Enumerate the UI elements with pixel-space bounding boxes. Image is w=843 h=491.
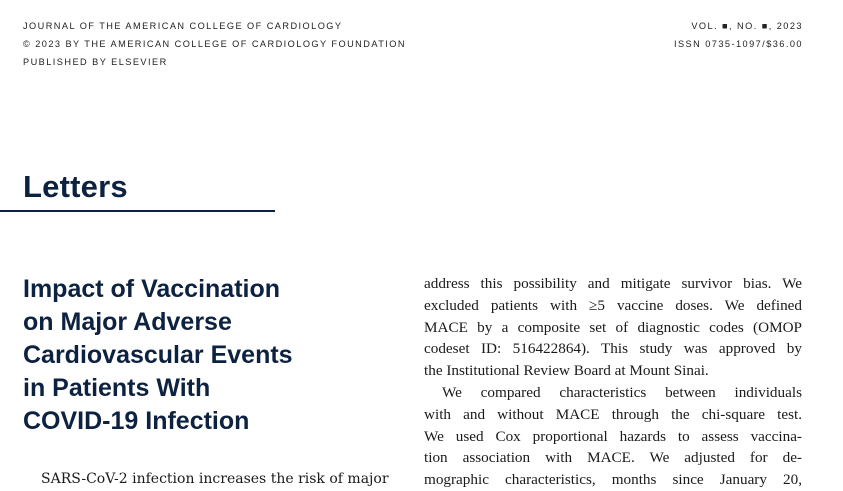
- article-title-line: COVID-19 Infection: [23, 407, 250, 435]
- text-line: excluded patients with ≥5 vaccine doses. We defined: [424, 296, 802, 314]
- publisher-line: PUBLISHED BY ELSEVIER: [23, 57, 168, 67]
- article-title-line: on Major Adverse: [23, 308, 232, 336]
- volume-issue: VOL. ■, NO. ■, 2023: [691, 21, 803, 31]
- text-line: tion association with MACE. We adjusted for de-: [424, 449, 802, 467]
- text-line: address this possibility and mitigate survivor bias. We: [424, 275, 802, 292]
- journal-name: JOURNAL OF THE AMERICAN COLLEGE OF CARDIOLOGY: [23, 21, 343, 31]
- paragraph: [424, 273, 802, 382]
- journal-header-left: [23, 17, 406, 71]
- article-opening-text: SARS-CoV-2 infection increases the risk of major: [41, 471, 389, 487]
- paragraph: [424, 382, 802, 491]
- text-line: codeset ID: 516422864). This study was approved by: [424, 340, 802, 358]
- section-divider: [0, 210, 275, 212]
- text-line: mographic characteristics, months since January 20,: [424, 471, 802, 489]
- article-title-line: in Patients With: [23, 374, 211, 402]
- article-title-line: Cardiovascular Events: [23, 341, 293, 369]
- issn-line: ISSN 0735-1097/$36.00: [673, 39, 803, 49]
- section-title: Letters: [23, 169, 128, 204]
- copyright-line: © 2023 BY THE AMERICAN COLLEGE OF CARDIOLOGY FOUNDATION: [23, 39, 406, 49]
- article-title: [23, 273, 353, 438]
- text-line: We compared characteristics between individuals: [442, 383, 802, 401]
- article-title-line: Impact of Vaccination: [23, 275, 281, 303]
- text-line: We used Cox proportional hazards to assess vaccina-: [424, 427, 802, 445]
- text-line: MACE by a composite set of diagnostic codes (OMOP: [424, 318, 802, 336]
- text-line: the Institutional Review Board at Mount Sinai.: [424, 362, 709, 380]
- journal-header-right: [674, 17, 803, 53]
- right-column-body: [424, 273, 802, 491]
- text-line: with and without MACE through the chi-square test.: [424, 405, 802, 423]
